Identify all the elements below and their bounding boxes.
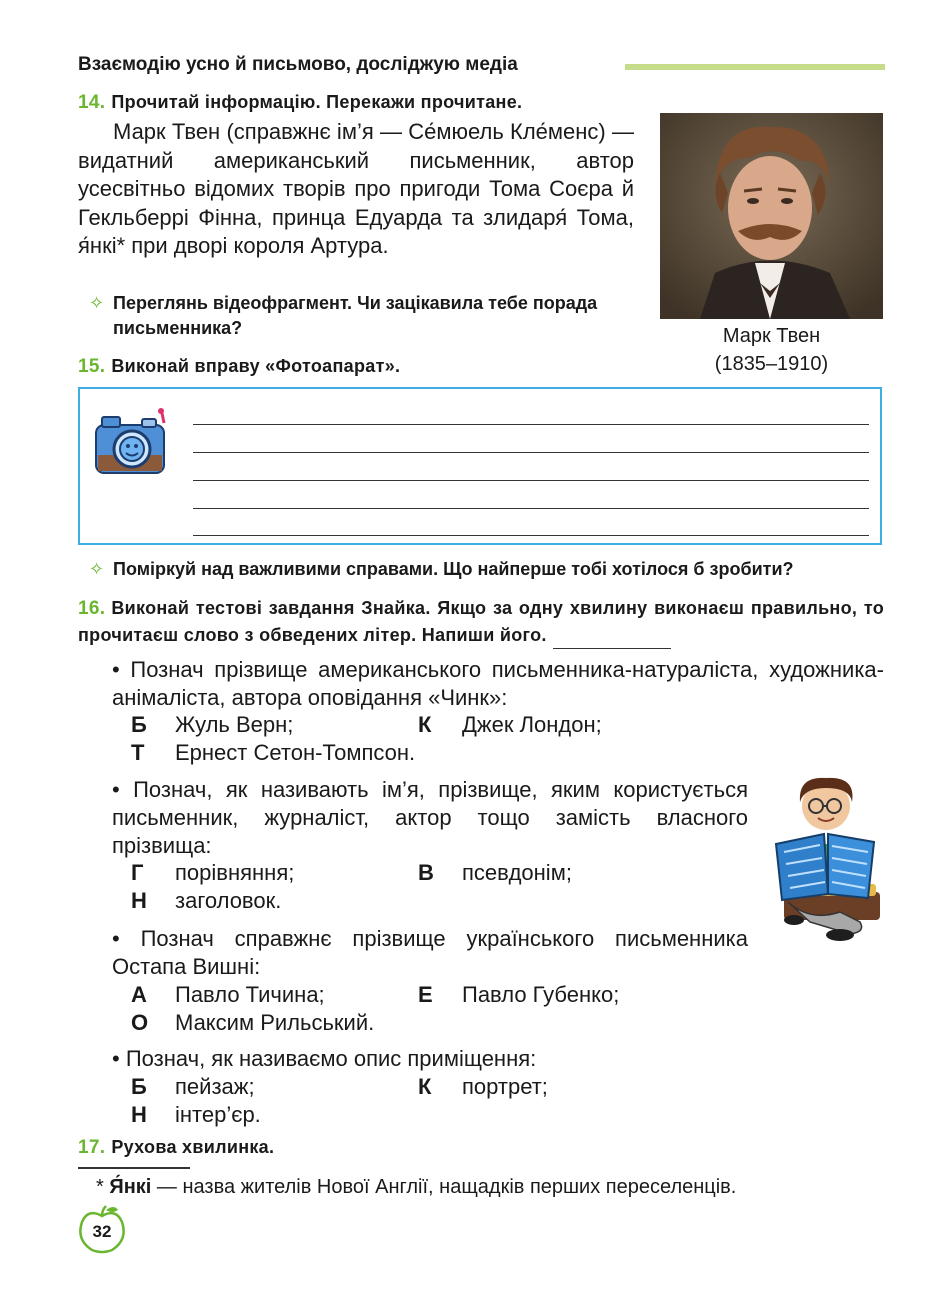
task-15-header xyxy=(78,356,400,378)
task-16-header xyxy=(78,595,884,649)
option[interactable] xyxy=(418,1073,548,1101)
writing-line[interactable] xyxy=(193,452,869,453)
option-letter: Т xyxy=(131,740,145,765)
task-17-header xyxy=(78,1137,274,1159)
diamond-star-icon: ✧ xyxy=(89,559,105,579)
option[interactable] xyxy=(418,711,602,739)
option-text: порівняння; xyxy=(175,860,295,885)
diamond-star-icon: ✧ xyxy=(89,293,105,313)
option-text: Павло Губенко; xyxy=(462,982,620,1007)
writing-line[interactable] xyxy=(193,424,869,425)
question-2: • Познач, як називають ім’я, прізвище, яким користується письменник, журналіст, актор тощо замість власного прізвища: xyxy=(112,777,748,858)
option[interactable] xyxy=(131,711,293,739)
option[interactable] xyxy=(418,859,572,887)
portrait-caption xyxy=(660,322,883,378)
footnote: * Я́нкі — назва жителів Нової Англії, нащадків перших переселенців. xyxy=(96,1176,737,1198)
reading-boy-illustration xyxy=(770,772,885,944)
option[interactable] xyxy=(418,981,619,1009)
footnote-text: — назва жителів Нової Англії, нащадків перших переселенців. xyxy=(151,1176,737,1198)
camera-icon xyxy=(90,407,172,477)
option-letter: Н xyxy=(131,888,147,913)
task-17-instruction: Рухова хвилинка. xyxy=(111,1137,275,1157)
answer-blank[interactable] xyxy=(553,630,671,649)
option-text: Павло Тичина; xyxy=(175,982,325,1007)
task-14-header xyxy=(78,92,522,114)
task-15-instruction: Виконай вправу «Фотоапарат». xyxy=(111,356,401,376)
option-text: заголовок. xyxy=(175,888,282,913)
portrait-name: Марк Твен xyxy=(722,325,821,347)
footnote-rule xyxy=(78,1167,190,1169)
portrait-illustration xyxy=(660,113,883,319)
option[interactable] xyxy=(131,859,294,887)
option[interactable] xyxy=(131,887,281,915)
option[interactable] xyxy=(131,739,415,767)
question-1-text: Познач прізвище американського письменника-натураліста, художника-анімаліста, автора оповідання «Чинк»: xyxy=(112,657,884,710)
question-3: • Познач справжнє прізвище українського письменника Остапа Вишні: xyxy=(112,926,748,979)
task-17-number: 17. xyxy=(78,1137,106,1158)
option-letter: О xyxy=(131,1010,149,1035)
option-letter: Г xyxy=(131,860,144,885)
task-14-note xyxy=(89,291,635,341)
question-2-text: Познач, як називають ім’я, прізвище, яким користується письменник, журналіст, актор тощо замість власного прізвища: xyxy=(112,777,748,858)
task-15-number: 15. xyxy=(78,356,106,377)
option[interactable] xyxy=(131,1073,255,1101)
portrait-years: (1835–1910) xyxy=(714,353,829,375)
option-letter: Б xyxy=(131,1074,147,1099)
task-14-paragraph: Марк Твен (справжнє ім’я — Се́мюель Кле́менс) — видатний американський письменник, автор усесвітньо відомих творів про пригоди Тома Соєра й Гекльберрі Фінна, принца Едуарда та злидаря́ Тома, я́нкі* при дворі короля Артура. xyxy=(78,119,634,258)
option-text: Максим Рильський. xyxy=(175,1010,375,1035)
writing-line[interactable] xyxy=(193,508,869,509)
option-letter: В xyxy=(418,860,434,885)
option[interactable] xyxy=(131,1101,261,1129)
option-text: Джек Лондон; xyxy=(462,712,602,737)
option-text: пейзаж; xyxy=(175,1074,255,1099)
question-3-text: Познач справжнє прізвище українського письменника Остапа Вишні: xyxy=(112,926,748,979)
option-letter: Н xyxy=(131,1102,147,1127)
task-16-instruction: Виконай тестові завдання Знайка. Якщо за одну хвилину виконаєш правильно, то прочитаєш слово з обведених літер. Напиши його. xyxy=(78,598,884,645)
option-letter: Е xyxy=(418,982,433,1007)
portrait-photo xyxy=(660,113,883,319)
option-letter: Б xyxy=(131,712,147,737)
option-letter: А xyxy=(131,982,147,1007)
reflect-note xyxy=(89,557,794,582)
title-rule xyxy=(625,64,885,70)
page-number: 32 xyxy=(92,1222,112,1241)
task-14-note-text: Переглянь відеофрагмент. Чи зацікавила тебе порада письменника? xyxy=(113,293,598,338)
option-letter: К xyxy=(418,1074,432,1099)
option[interactable] xyxy=(131,1009,374,1037)
option-text: інтер’єр. xyxy=(175,1102,261,1127)
writing-line[interactable] xyxy=(193,535,869,536)
task-14-number: 14. xyxy=(78,92,106,113)
option-letter: К xyxy=(418,712,432,737)
option-text: Жуль Верн; xyxy=(175,712,294,737)
reflect-note-text: Поміркуй над важливими справами. Що найперше тобі хотілося б зробити? xyxy=(113,559,794,579)
task-14-instruction: Прочитай інформацію. Перекажи прочитане. xyxy=(111,92,523,112)
option-text: Ернест Сетон-Томпсон. xyxy=(175,740,416,765)
question-1: • Познач прізвище американського письменника-натураліста, художника-анімаліста, автора оповідання «Чинк»: xyxy=(112,657,884,710)
footnote-term: Я́нкі xyxy=(109,1176,152,1198)
option[interactable] xyxy=(131,981,325,1009)
option-text: портрет; xyxy=(462,1074,548,1099)
section-title: Взаємодію усно й письмово, досліджую медіа xyxy=(78,54,518,75)
option-text: псевдонім; xyxy=(462,860,572,885)
writing-line[interactable] xyxy=(193,480,869,481)
question-4-text: Познач, як називаємо опис приміщення: xyxy=(125,1046,537,1071)
question-4: • Познач, як називаємо опис приміщення: xyxy=(112,1046,537,1071)
task-16-number: 16. xyxy=(78,598,106,619)
writing-box xyxy=(78,387,882,545)
